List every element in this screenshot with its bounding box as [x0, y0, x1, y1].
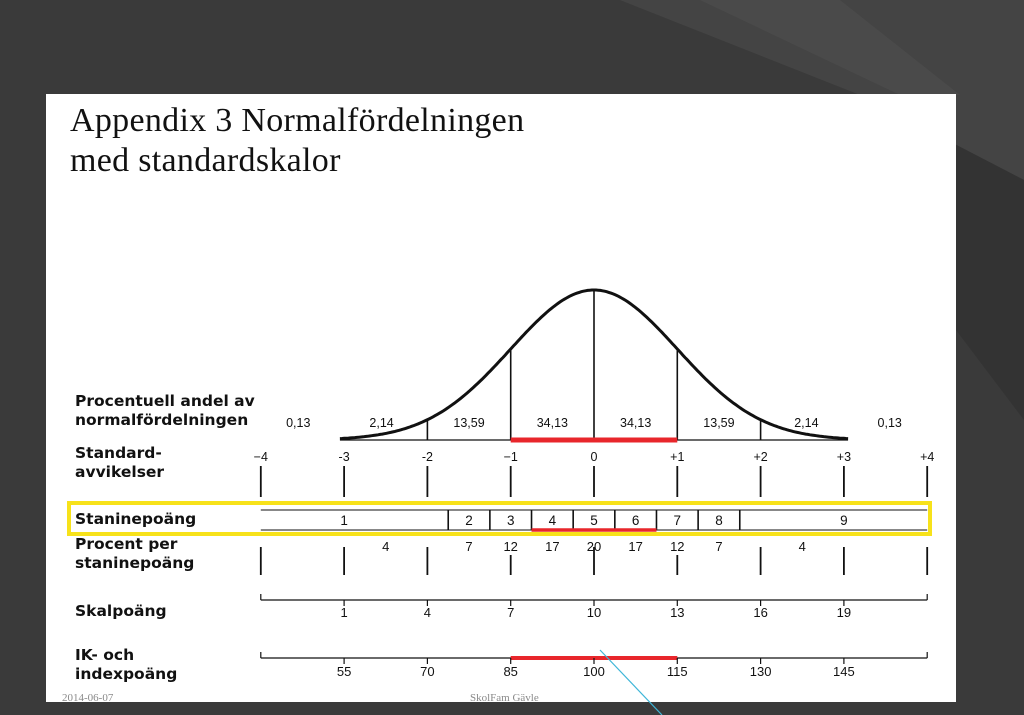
- row-label-stanine-percent-line-1: Procent per: [75, 535, 178, 553]
- sd-tick-label: 0: [590, 450, 598, 464]
- page-title-line-2: med standardskalor: [70, 142, 341, 179]
- iq-index-label: 115: [666, 664, 688, 679]
- stanine-percent-label: 17: [628, 539, 643, 554]
- stanine-percent-label: 7: [715, 539, 723, 554]
- row-label-stanine: Staninepoäng: [75, 510, 197, 528]
- scale-point-label: 16: [753, 605, 768, 620]
- scale-point-label: 19: [836, 605, 852, 620]
- area-percent-label: 2,14: [794, 416, 819, 430]
- area-percent-label: 13,59: [703, 416, 735, 430]
- footer-date: 2014-06-07: [62, 692, 114, 704]
- sd-tick-label: +4: [920, 450, 935, 464]
- stanine-score-label: 3: [506, 513, 515, 528]
- row-label-stanine-percent-line-2: staninepoäng: [75, 554, 195, 572]
- sd-tick-label: +1: [670, 450, 685, 464]
- stanine-score-label: 4: [548, 513, 557, 528]
- stanine-score-label: 6: [631, 513, 640, 528]
- iq-index-label: 130: [749, 664, 772, 679]
- scale-point-label: 10: [586, 605, 602, 620]
- iq-index-label: 100: [583, 664, 605, 679]
- stanine-percent-label: 20: [586, 539, 602, 554]
- stanine-percent-label: 4: [798, 539, 806, 554]
- row-label-percent-distribution-line-1: Procentuell andel av: [75, 392, 255, 410]
- scale-point-label: 4: [423, 605, 432, 620]
- pointer-line: [590, 648, 680, 715]
- area-percent-label: 2,14: [369, 416, 394, 430]
- sd-tick-label: −1: [503, 450, 518, 464]
- stanine-percent-label: 4: [382, 539, 390, 554]
- iq-index-label: 145: [833, 664, 855, 679]
- stanine-score-label: 2: [465, 513, 473, 528]
- row-label-percent-distribution-line-2: normalfördelningen: [75, 411, 249, 429]
- sd-tick-label: -3: [338, 450, 350, 464]
- area-percent-label: 34,13: [620, 416, 652, 430]
- stanine-score-label: 1: [340, 513, 348, 528]
- stanine-score-label: 8: [715, 513, 723, 528]
- stanine-score-label: 9: [840, 513, 848, 528]
- row-label-iq-index-line-2: indexpoäng: [75, 665, 178, 683]
- sd-tick-label: +3: [836, 450, 852, 464]
- row-label-iq-index-line-1: IK- och: [75, 646, 135, 664]
- row-label-scale-points: Skalpoäng: [75, 602, 167, 620]
- iq-index-label: 55: [336, 664, 352, 679]
- scale-point-label: 7: [507, 605, 515, 620]
- yellow-highlight-stanine-row: [69, 503, 930, 534]
- iq-index-label: 70: [420, 664, 435, 679]
- area-percent-label: 0,13: [286, 416, 311, 430]
- normal-distribution-diagram: [46, 94, 956, 702]
- sd-tick-label: −4: [253, 450, 268, 464]
- area-percent-label: 34,13: [536, 416, 568, 430]
- row-label-standard-deviations-line-2: avvikelser: [75, 463, 165, 481]
- sd-tick-label: -2: [421, 450, 433, 464]
- stanine-percent-label: 12: [670, 539, 685, 554]
- stanine-percent-label: 17: [545, 539, 560, 554]
- iq-index-label: 85: [503, 664, 518, 679]
- page-title-line-1: Appendix 3 Normalfördelningen: [70, 102, 525, 139]
- row-label-standard-deviations-line-1: Standard-: [75, 444, 162, 462]
- stanine-percent-label: 12: [503, 539, 518, 554]
- footer-organization: SkolFam Gävle: [470, 692, 539, 704]
- stanine-score-label: 7: [673, 513, 682, 528]
- scale-point-label: 13: [670, 605, 685, 620]
- stanine-percent-label: 7: [465, 539, 473, 554]
- area-percent-label: 0,13: [877, 416, 902, 430]
- scale-point-label: 1: [340, 605, 348, 620]
- area-percent-label: 13,59: [453, 416, 485, 430]
- sd-tick-label: +2: [753, 450, 768, 464]
- stanine-score-label: 5: [590, 513, 598, 528]
